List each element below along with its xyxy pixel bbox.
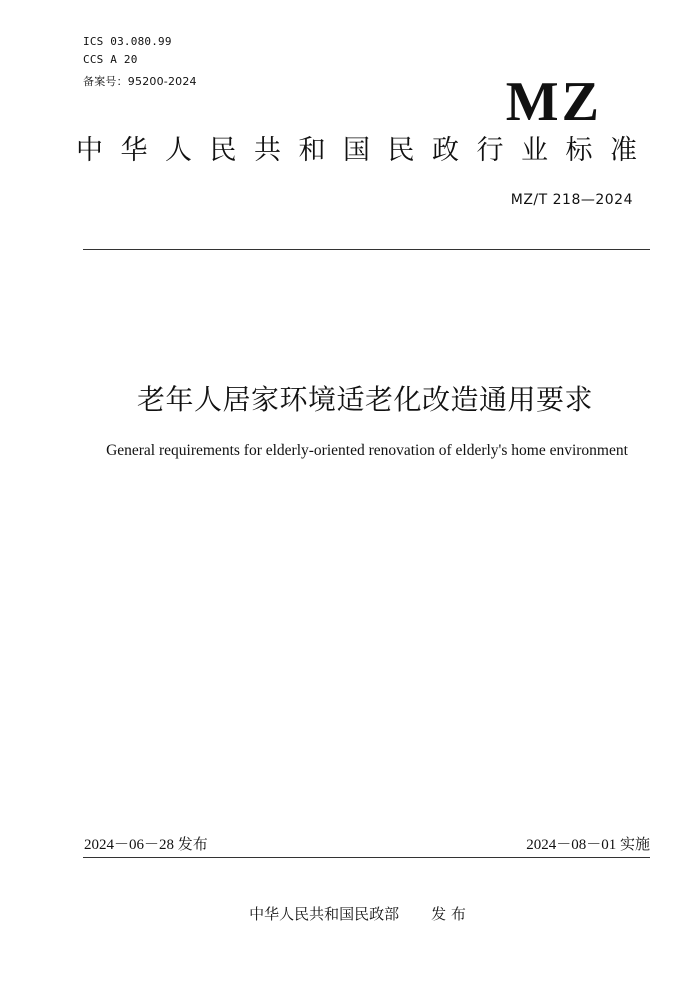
implement-date: 2024－08－01 bbox=[526, 837, 617, 853]
standard-number: MZ/T 218—2024 bbox=[510, 192, 633, 208]
issuer-action: 发 布 bbox=[431, 905, 466, 923]
issue-date-line bbox=[84, 834, 208, 855]
implement-date-line bbox=[526, 834, 650, 855]
implement-label: 实施 bbox=[619, 835, 650, 853]
issue-date: 2024－06－28 bbox=[84, 837, 175, 853]
issuer-name: 中华人民共和国民政部 bbox=[249, 905, 400, 923]
document-title-en: General requirements for elderly-oriented renovation of elderly's home environment bbox=[106, 442, 628, 459]
top-divider bbox=[83, 249, 650, 250]
issue-label: 发布 bbox=[177, 835, 208, 853]
mz-logo: MZ bbox=[505, 71, 602, 133]
industry-standard-title: 中华人民共和国民政行业标准 bbox=[76, 135, 655, 166]
ics-code: ICS 03.080.99 bbox=[83, 35, 172, 48]
issuer-line bbox=[0, 904, 700, 924]
document-title-zh: 老年人居家环境适老化改造通用要求 bbox=[136, 383, 593, 416]
bottom-divider bbox=[83, 857, 650, 858]
filing-number: 备案号：95200-2024 bbox=[83, 75, 197, 88]
ccs-code: CCS A 20 bbox=[83, 53, 138, 66]
